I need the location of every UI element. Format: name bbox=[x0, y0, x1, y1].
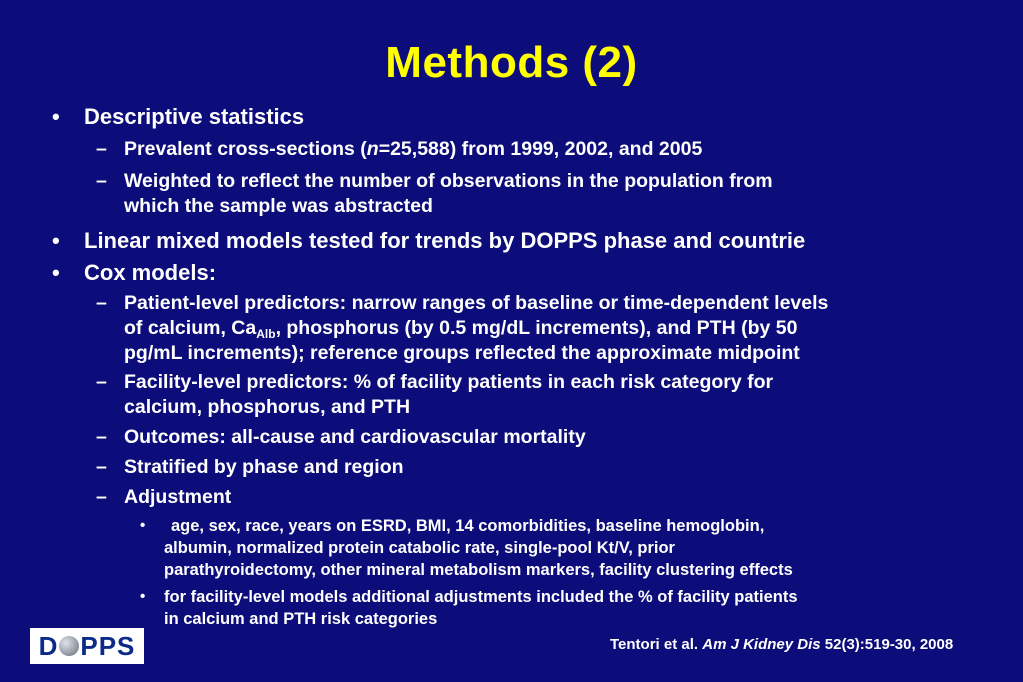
sub-bullet-patient-level-line-1: Patient-level predictors: narrow ranges of baseline or time-dependent levels bbox=[124, 292, 829, 314]
citation: Tentori et al. Am J Kidney Dis 52(3):519-30, 2008 bbox=[610, 636, 954, 653]
sub-bullet-patient-level-line-3: pg/mL increments); reference groups reflected the approximate midpoint bbox=[124, 342, 800, 364]
dash-marker: – bbox=[96, 292, 107, 314]
dopps-logo: D PPS bbox=[30, 628, 144, 664]
bullet-marker: • bbox=[52, 228, 60, 253]
bullet-cox-models: Cox models: bbox=[84, 260, 217, 285]
adjustment-item-covariates-line-2: albumin, normalized protein catabolic rate, single-pool Kt/V, prior bbox=[164, 539, 675, 557]
dash-marker: – bbox=[96, 138, 107, 160]
bullet-linear-mixed-models: Linear mixed models tested for trends by DOPPS phase and countrie bbox=[84, 228, 806, 253]
sub-sub-bullet-marker: • bbox=[140, 517, 146, 534]
sub-bullet-prevalent-cross-sections: Prevalent cross-sections (n=25,588) from 1999, 2002, and 2005 bbox=[124, 138, 703, 160]
adjustment-item-facility-line-2: in calcium and PTH risk categories bbox=[164, 610, 438, 628]
bullet-descriptive-statistics: Descriptive statistics bbox=[84, 104, 305, 129]
sub-sub-bullet-marker: • bbox=[140, 588, 146, 605]
sub-bullet-facility-level-line-2: calcium, phosphorus, and PTH bbox=[124, 396, 411, 418]
sub-bullet-stratified: Stratified by phase and region bbox=[124, 456, 404, 478]
sub-bullet-facility-level-line-1: Facility-level predictors: % of facility patients in each risk category for bbox=[124, 371, 774, 393]
dash-marker: – bbox=[96, 170, 107, 192]
adjustment-item-covariates-line-1: age, sex, race, years on ESRD, BMI, 14 comorbidities, baseline hemoglobin, bbox=[171, 517, 765, 535]
dash-marker: – bbox=[96, 486, 107, 508]
sub-bullet-weighted-line-2: which the sample was abstracted bbox=[124, 195, 433, 217]
dash-marker: – bbox=[96, 456, 107, 478]
sub-bullet-outcomes: Outcomes: all-cause and cardiovascular mortality bbox=[124, 426, 586, 448]
sub-bullet-weighted-line-1: Weighted to reflect the number of observations in the population from bbox=[124, 170, 773, 192]
dash-marker: – bbox=[96, 371, 107, 393]
adjustment-item-facility-line-1: for facility-level models additional adjustments included the % of facility patients bbox=[164, 588, 798, 606]
slide-title: Methods (2) bbox=[385, 38, 638, 87]
bullet-marker: • bbox=[52, 260, 60, 285]
bullet-marker: • bbox=[52, 104, 60, 129]
sub-bullet-adjustment: Adjustment bbox=[124, 486, 232, 508]
globe-icon bbox=[59, 636, 79, 656]
adjustment-item-covariates-line-3: parathyroidectomy, other mineral metabolism markers, facility clustering effects bbox=[164, 561, 793, 579]
dash-marker: – bbox=[96, 426, 107, 448]
sub-bullet-patient-level-line-2: of calcium, $Ca_{Alb}$, phosphorus (by 0.5 mg/dL increments), and PTH (by 50 bbox=[124, 317, 798, 341]
